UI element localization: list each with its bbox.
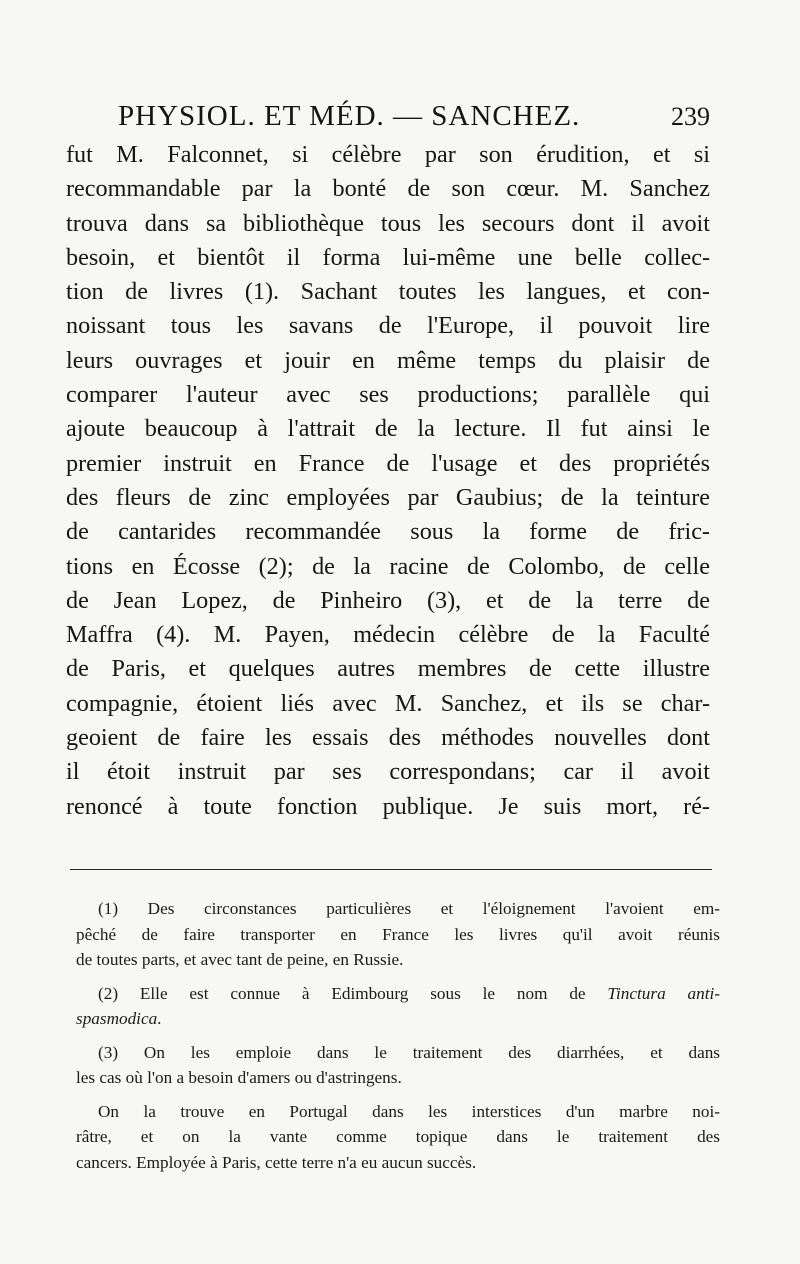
text-line: fut M. Falconnet, si célèbre par son érudition, et si	[66, 141, 710, 168]
text-line: Maffra (4). M. Payen, médecin célèbre de la Faculté	[66, 621, 710, 649]
footnote-1	[76, 896, 720, 973]
text-line: de Jean Lopez, de Pinheiro (3), et de la terre de	[66, 586, 710, 614]
text-line: noissant tous les savans de l'Europe, il pouvoit lire	[66, 312, 710, 340]
footnote-line: de toutes parts, et avec tant de peine, en Russie.	[76, 950, 404, 969]
text-line: premier instruit en France de l'usage et des propriétés	[66, 449, 710, 477]
footnote-line: (1) Des circonstances particulières et l'éloignement l'avoient em-	[98, 899, 720, 918]
footnote-line: râtre, et on la vante comme topique dans le traitement des	[76, 1127, 720, 1146]
footnote-line	[76, 981, 720, 1007]
text-line: ajoute beaucoup à l'attrait de la lecture. Il fut ainsi le	[66, 415, 710, 443]
footnote-text: .	[157, 1009, 162, 1028]
text-line: des fleurs de zinc employées par Gaubius; de la teinture	[66, 483, 710, 511]
footnote-text: (2) Elle est connue à Edimbourg sous le nom de	[98, 983, 608, 1003]
main-text	[66, 138, 710, 824]
text-line: leurs ouvrages et jouir en même temps du plaisir de	[66, 346, 710, 374]
running-head	[118, 100, 710, 140]
footnote-2	[76, 981, 720, 1032]
footnote-line: cancers. Employée à Paris, cette terre n'a eu aucun succès.	[76, 1152, 477, 1172]
text-line: de cantarides recommandée sous la forme de fric-	[66, 518, 710, 546]
text-line: tion de livres (1). Sachant toutes les langues, et con-	[66, 278, 710, 306]
footnote-3	[76, 1040, 720, 1091]
footnote-italic-text: Tinctura anti-	[607, 983, 720, 1003]
footnotes	[76, 896, 720, 1183]
footnote-line	[76, 1006, 720, 1032]
footnote-line: les cas où l'on a besoin d'amers ou d'astringens.	[76, 1068, 402, 1087]
text-line: recommandable par la bonté de son cœur. M. Sanchez	[66, 175, 710, 203]
text-line: compagnie, étoient liés avec M. Sanchez, et ils se char-	[66, 689, 710, 717]
text-line: geoient de faire les essais des méthodes nouvelles dont	[66, 724, 710, 752]
text-line: comparer l'auteur avec ses productions; parallèle qui	[66, 381, 710, 409]
text-line: de Paris, et quelques autres membres de cette illustre	[66, 655, 710, 683]
text-line: trouva dans sa bibliothèque tous les secours dont il avoit	[66, 209, 710, 237]
footnote-italic-text: spasmodica	[76, 1009, 158, 1028]
text-line: besoin, et bientôt il forma lui-même une belle collec-	[66, 243, 710, 271]
footnote-line: On la trouve en Portugal dans les interstices d'un marbre noi-	[98, 1101, 720, 1121]
text-line: renoncé à toute fonction publique. Je suis mort, ré-	[66, 792, 710, 820]
running-head-title: PHYSIOL. ET MÉD. — SANCHEZ.	[118, 100, 581, 132]
text-line: il étoit instruit par ses correspondans; car il avoit	[66, 758, 710, 786]
footnote-line: (3) On les emploie dans le traitement des diarrhées, et dans	[98, 1042, 720, 1062]
footnote-line: pêché de faire transporter en France les livres qu'il avoit réunis	[76, 924, 720, 944]
text-line: tions en Écosse (2); de la racine de Colombo, de celle	[66, 552, 710, 580]
footnote-4	[76, 1099, 720, 1176]
page-number: 239	[671, 102, 710, 131]
footnote-divider	[70, 869, 712, 870]
